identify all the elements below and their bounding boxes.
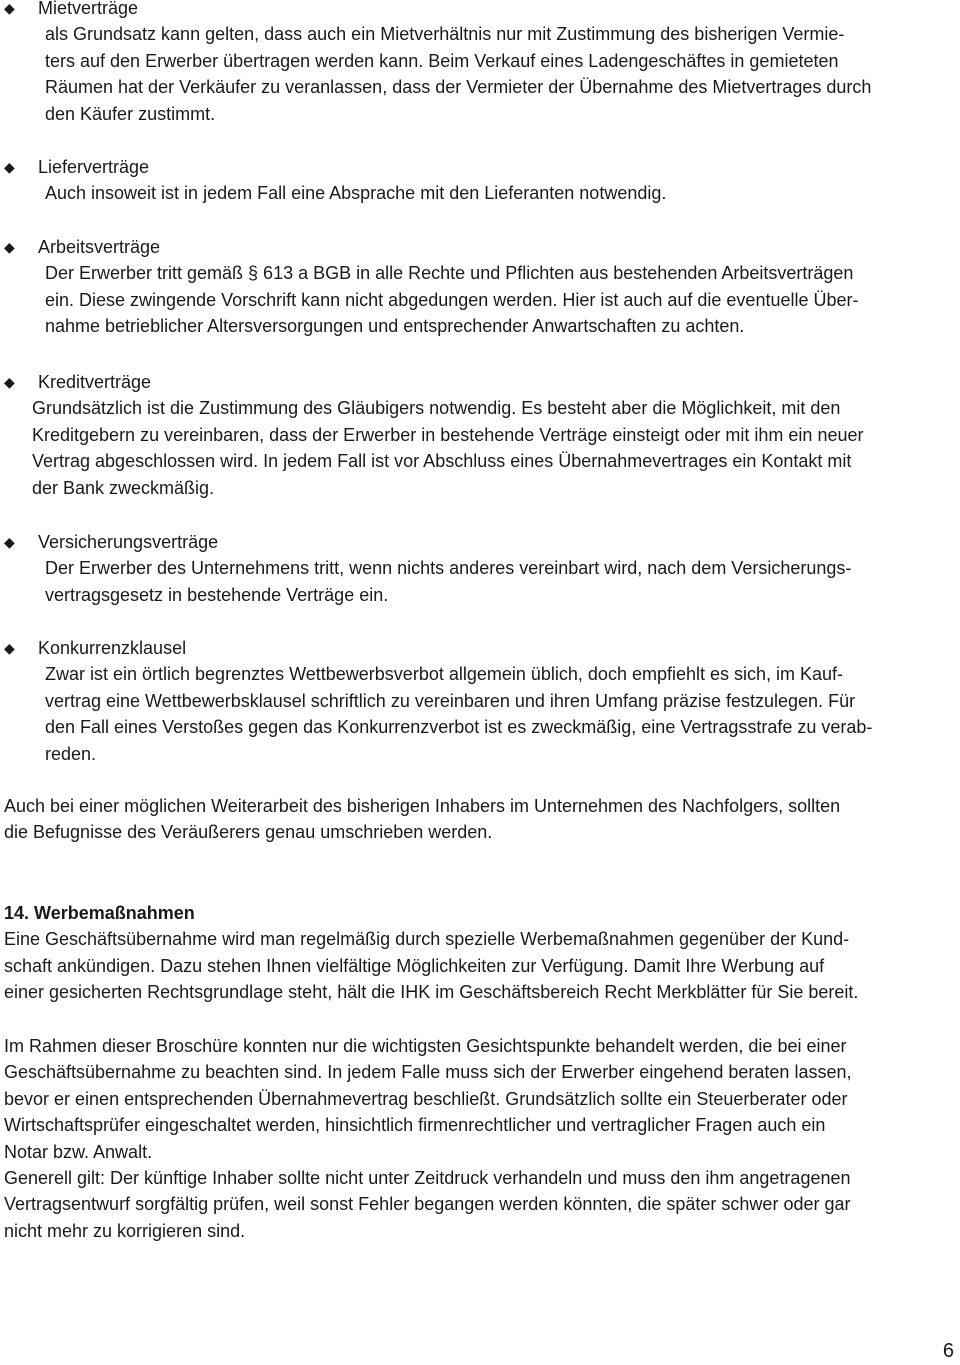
section-werbemassnahmen — [4, 900, 858, 1006]
text-line: Eine Geschäftsübernahme wird man regelmäßig durch spezielle Werbemaßnahmen gegenüber der Kund- — [4, 929, 850, 950]
paragraph-successor — [4, 793, 840, 846]
bullet-body — [45, 180, 666, 206]
bullet-title: Mietverträge — [38, 0, 139, 18]
diamond-bullet-icon: ◆ — [4, 534, 15, 550]
diamond-bullet-icon: ◆ — [4, 640, 15, 656]
bullet-title: Lieferverträge — [38, 157, 150, 177]
text-line: ters auf den Erwerber übertragen werden kann. Beim Verkauf eines Ladengeschäftes in gemieteten — [45, 50, 839, 71]
bullet-body — [45, 260, 859, 339]
text-line: Der Erwerber tritt gemäß § 613 a BGB in alle Rechte und Pflichten aus bestehenden Arbeitsverträgen — [45, 263, 854, 284]
text-line: Auch insoweit ist in jedem Fall eine Absprache mit den Lieferanten notwendig. — [45, 183, 667, 204]
diamond-bullet-icon: ◆ — [4, 374, 15, 390]
text-line: nicht mehr zu korrigieren sind. — [4, 1220, 246, 1241]
bullet-title: Konkurrenzklausel — [38, 638, 187, 658]
bullet-body — [45, 21, 871, 127]
section-heading: 14. Werbemaßnahmen — [4, 903, 195, 923]
diamond-bullet-icon: ◆ — [4, 159, 15, 175]
text-line: Vertragsentwurf sorgfältig prüfen, weil sonst Fehler begangen werden könnten, die später schwer oder gar — [4, 1194, 851, 1215]
text-line: bevor er einen entsprechenden Übernahmevertrag beschließt. Grundsätzlich sollte ein Steuerberater oder — [4, 1088, 848, 1109]
page-number: 6 — [942, 1340, 954, 1362]
bullet-body — [32, 395, 863, 501]
text-line: Geschäftsübernahme zu beachten sind. In jedem Falle muss sich der Erwerber eingehend beraten lassen, — [4, 1062, 852, 1083]
text-line: Notar bzw. Anwalt. — [4, 1141, 153, 1162]
text-line: reden. — [45, 743, 97, 764]
text-line: Der Erwerber des Unternehmens tritt, wenn nichts anderes vereinbart wird, nach dem Versicherungs- — [45, 558, 852, 579]
text-line: Kreditgebern zu vereinbaren, dass der Erwerber in bestehende Verträge einsteigt oder mit ihm ein neuer — [32, 424, 864, 445]
text-line: Vertrag abgeschlossen wird. In jedem Fall ist vor Abschluss eines Übernahmevertrages ein Kontakt mit — [32, 451, 852, 472]
bullet-title: Kreditverträge — [38, 372, 152, 392]
diamond-bullet-icon: ◆ — [4, 0, 15, 16]
text-line: Räumen hat der Verkäufer zu veranlassen, dass der Vermieter der Übernahme des Mietvertrages durch — [45, 77, 872, 98]
bullet-title: Arbeitsverträge — [38, 237, 161, 257]
text-line: der Bank zweckmäßig. — [32, 477, 215, 498]
bullet-title: Versicherungsverträge — [38, 532, 219, 552]
text-line: vertrag eine Wettbewerbsklausel schriftlich zu vereinbaren und ihren Umfang präzise festzulegen. Für — [45, 690, 856, 711]
text-line: nahme betrieblicher Altersversorgungen und entsprechender Anwartschaften zu achten. — [45, 316, 745, 337]
text-line: schaft ankündigen. Dazu stehen Ihnen vielfältige Möglichkeiten zur Verfügung. Damit Ihre Werbung auf — [4, 955, 825, 976]
bullet-body — [45, 661, 872, 767]
text-line: vertragsgesetz in bestehende Verträge ein. — [45, 584, 389, 605]
text-line: Wirtschaftsprüfer eingeschaltet werden, hinsichtlich firmenrechtlicher und vertraglicher Fragen auch ein — [4, 1115, 826, 1136]
text-line: als Grundsatz kann gelten, dass auch ein Mietverhältnis nur mit Zustimmung des bisherigen Vermie- — [45, 24, 845, 45]
text-line: einer gesicherten Rechtsgrundlage steht, hält die IHK im Geschäftsbereich Recht Merkblätter für Sie bereit. — [4, 982, 859, 1003]
text-line: den Käufer zustimmt. — [45, 103, 216, 124]
text-line: die Befugnisse des Veräußerers genau umschrieben werden. — [4, 822, 493, 843]
closing-paragraph — [4, 1033, 851, 1244]
text-line: ein. Diese zwingende Vorschrift kann nicht abgedungen werden. Hier ist auch auf die eventuelle Über- — [45, 289, 859, 310]
diamond-bullet-icon: ◆ — [4, 239, 15, 255]
text-line: Auch bei einer möglichen Weiterarbeit des bisherigen Inhabers im Unternehmen des Nachfolgers, sollten — [4, 796, 841, 816]
text-line: Zwar ist ein örtlich begrenztes Wettbewerbsverbot allgemein üblich, doch empfiehlt es sich, im Kauf- — [45, 664, 844, 685]
text-line: Generell gilt: Der künftige Inhaber sollte nicht unter Zeitdruck verhandeln und muss den ihm angetragenen — [4, 1167, 851, 1188]
text-line: den Fall eines Verstoßes gegen das Konkurrenzverbot ist es zweckmäßig, eine Vertragsstrafe zu verab- — [45, 717, 873, 738]
text-line: Grundsätzlich ist die Zustimmung des Gläubigers notwendig. Es besteht aber die Möglichkeit, mit den — [32, 398, 841, 419]
bullet-body — [45, 555, 851, 608]
text-line: Im Rahmen dieser Broschüre konnten nur die wichtigsten Gesichtspunkte behandelt werden, die bei einer — [4, 1036, 847, 1056]
